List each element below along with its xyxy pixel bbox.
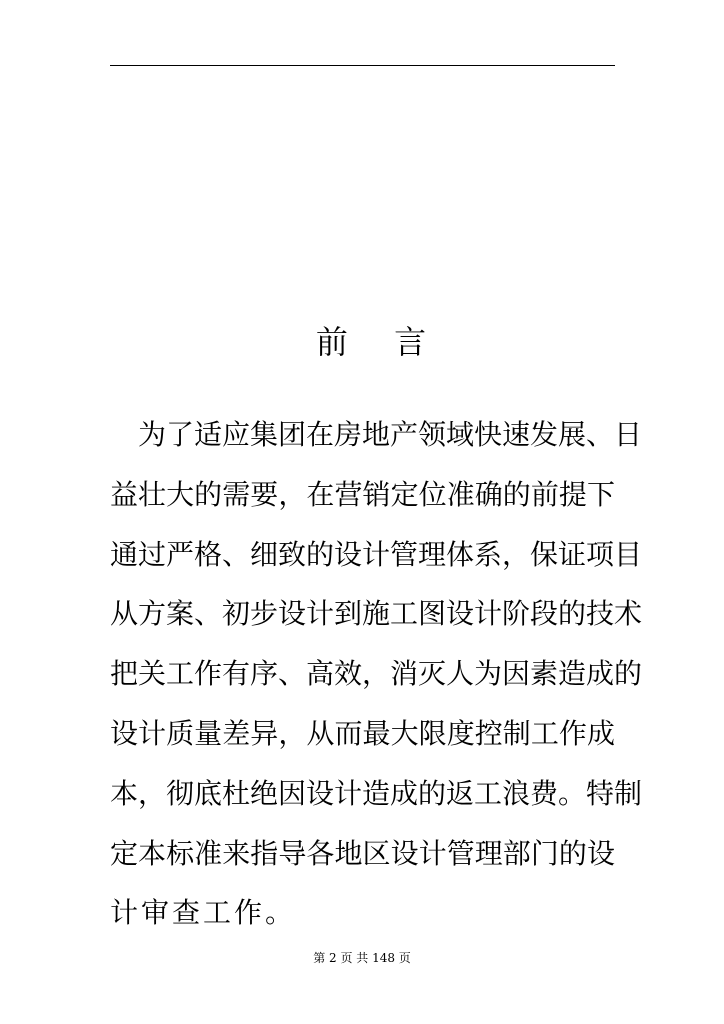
page-number: 第 2 页 共 148 页 <box>313 951 411 965</box>
paragraph-line: 本，彻底杜绝因设计造成的返工浪费。特制 <box>110 776 643 810</box>
paragraph-line: 通过严格、细致的设计管理体系，保证项目 <box>110 537 643 571</box>
body-paragraph <box>110 415 643 953</box>
paragraph-line: 从方案、初步设计到施工图设计阶段的技术 <box>110 597 643 631</box>
page-title: 前 言 <box>315 323 445 361</box>
paragraph-line: 定本标准来指导各地区设计管理部门的设 <box>110 836 615 870</box>
paragraph-line: 计审查工作。 <box>110 896 297 930</box>
paragraph-line: 益壮大的需要，在营销定位准确的前提下 <box>110 477 615 511</box>
paragraph-line: 设计质量差异，从而最大限度控制工作成 <box>110 716 615 750</box>
paragraph-line: 为了适应集团在房地产领域快速发展、日 <box>138 418 643 451</box>
header-rule <box>110 65 615 66</box>
paragraph-line: 把关工作有序、高效，消灭人为因素造成的 <box>110 657 643 691</box>
